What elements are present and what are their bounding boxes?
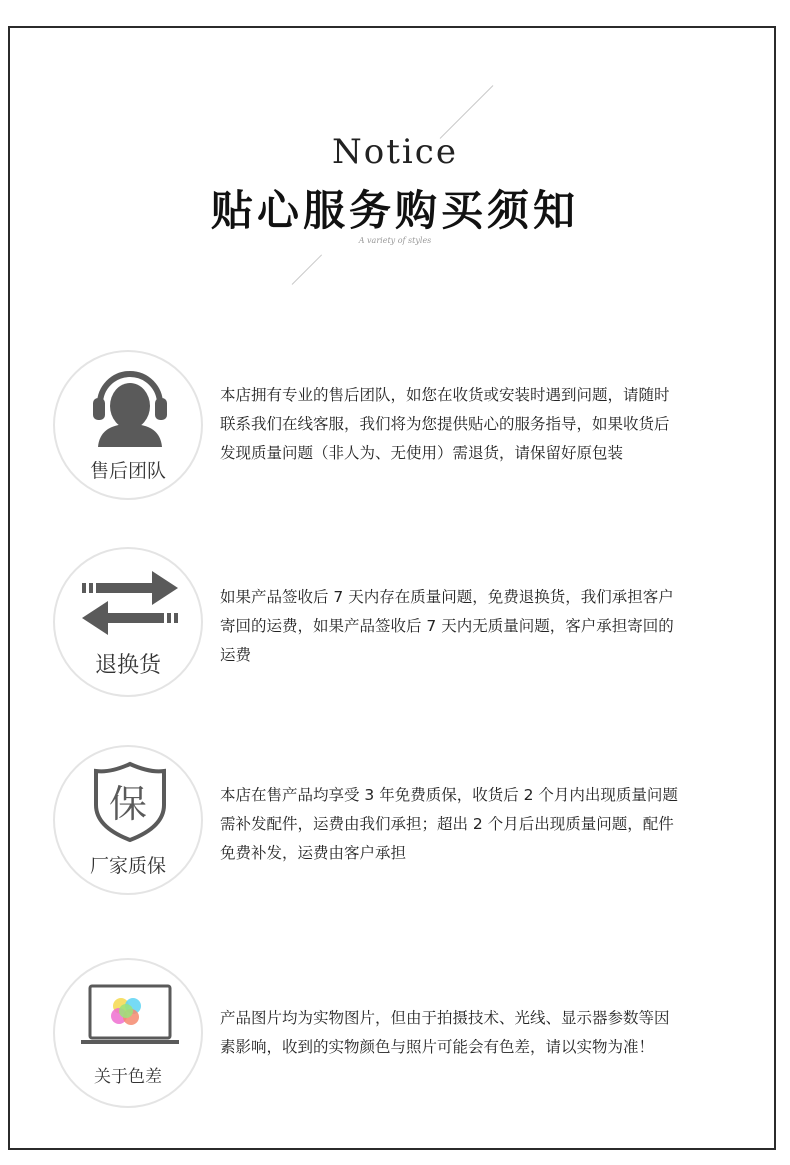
description-line: 产品图片均为实物图片，但由于拍摄技术、光线、显示器参数等因	[220, 1009, 670, 1027]
description-line: 素影响，收到的实物颜色与照片可能会有色差，请以实物为准！	[220, 1038, 655, 1056]
exchange-arrows-icon	[80, 567, 180, 646]
headset-person-icon	[90, 362, 170, 451]
description-line: 如果产品签收后 7 天内存在质量问题，免费退换货，我们承担客户	[220, 588, 674, 606]
color-difference-description	[220, 1004, 740, 1062]
description-line: 本店在售产品均享受 3 年免费质保，收货后 2 个月内出现质量问题	[220, 786, 678, 804]
description-line: 联系我们在线客服，我们将为您提供贴心的服务指导，如果收货后	[220, 415, 670, 433]
warranty-badge	[53, 745, 203, 895]
badge-label: 厂家质保	[89, 855, 166, 877]
service-team-badge	[53, 350, 203, 500]
badge-label: 关于色差	[94, 1067, 162, 1087]
page-title: 贴心服务购买须知	[210, 186, 579, 235]
description-line: 免费补发，运费由客户承担	[220, 844, 407, 862]
shield-character: 保	[108, 782, 147, 826]
badge-label: 售后团队	[89, 460, 166, 482]
description-line: 发现质量问题（非人为、无使用）需退货，请保留好原包装	[220, 444, 624, 462]
laptop-color-icon	[79, 982, 181, 1056]
description-line: 运费	[220, 646, 252, 664]
description-line: 需补发配件，运费由我们承担；超出 2 个月后出现质量问题，配件	[220, 815, 674, 833]
description-line: 本店拥有专业的售后团队，如您在收货或安装时遇到问题，请随时	[220, 386, 670, 404]
color-difference-badge	[53, 958, 203, 1108]
warranty-description	[220, 781, 740, 868]
badge-label: 退换货	[94, 653, 161, 678]
description-line: 寄回的运费，如果产品签收后 7 天内无质量问题，客户承担寄回的	[220, 617, 674, 635]
page-subtitle: A variety of styles	[358, 236, 432, 245]
return-exchange-description	[220, 583, 740, 670]
return-exchange-badge	[53, 547, 203, 697]
service-team-description	[220, 381, 740, 468]
notice-heading: Notice	[332, 132, 458, 172]
